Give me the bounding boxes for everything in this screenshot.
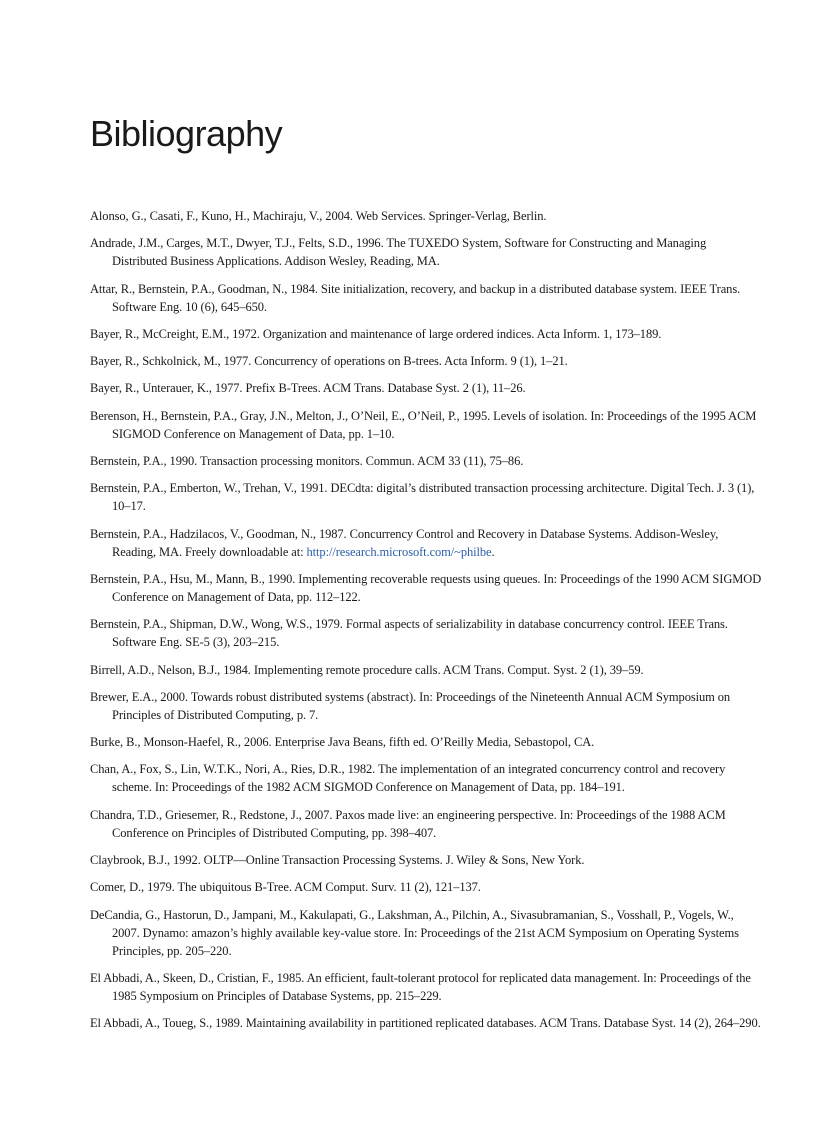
reference-entry: Claybrook, B.J., 1992. OLTP—Online Transaction Processing Systems. J. Wiley & Sons, New York. bbox=[90, 853, 585, 868]
reference-entry: El Abbadi, A., Toueg, S., 1989. Maintaining availability in partitioned replicated databases. ACM Trans. Database Syst. 14 (2), 264–290. bbox=[90, 1016, 761, 1031]
reference-entry: Attar, R., Bernstein, P.A., Goodman, N., 1984. Site initialization, recovery, and backup in a distributed database system. IEEE Trans. Software Eng. 10 (6), 645–650. bbox=[90, 281, 741, 314]
reference-entry: Alonso, G., Casati, F., Kuno, H., Machiraju, V., 2004. Web Services. Springer-Verlag, Berlin. bbox=[90, 209, 547, 223]
reference-entry: Bayer, R., McCreight, E.M., 1972. Organization and maintenance of large ordered indices. Acta Inform. 1, 173–189. bbox=[90, 326, 662, 341]
reference-entry: Bernstein, P.A., Hsu, M., Mann, B., 1990. Implementing recoverable requests using queues. In: Proceedings of the 1990 ACM SIGMOD Conference on Management of Data, pp. 112–122. bbox=[90, 571, 762, 604]
reference-link[interactable]: http://research.microsoft.com/~philbe bbox=[306, 544, 492, 559]
reference-entry: Bernstein, P.A., Emberton, W., Trehan, V., 1991. DECdta: digital’s distributed transaction processing architecture. Digital Tech. J. 3 (1), 10–17. bbox=[90, 481, 755, 514]
reference-entry: Bernstein, P.A., 1990. Transaction processing monitors. Commun. ACM 33 (11), 75–86. bbox=[90, 454, 524, 469]
reference-entry: Bayer, R., Unterauer, K., 1977. Prefix B-Trees. ACM Trans. Database Syst. 2 (1), 11–26. bbox=[90, 381, 526, 396]
reference-entry: Andrade, J.M., Carges, M.T., Dwyer, T.J., Felts, S.D., 1996. The TUXEDO System, Software for Constructing and Managing Distributed Business Applications. Addison Wesley, Reading, MA. bbox=[90, 236, 707, 269]
reference-list bbox=[90, 207, 762, 1042]
reference-entry: Brewer, E.A., 2000. Towards robust distributed systems (abstract). In: Proceedings of the Nineteenth Annual ACM Symposium on Principles of Distributed Computing, p. 7. bbox=[90, 689, 731, 722]
reference-entry: Comer, D., 1979. The ubiquitous B-Tree. ACM Comput. Surv. 11 (2), 121–137. bbox=[90, 880, 481, 895]
reference-entry bbox=[90, 525, 762, 561]
reference-entry: Chandra, T.D., Griesemer, R., Redstone, J., 2007. Paxos made live: an engineering perspective. In: Proceedings of the 1988 ACM Conference on Principles of Distributed Computing, pp. 398–407. bbox=[90, 807, 726, 840]
reference-entry: Chan, A., Fox, S., Lin, W.T.K., Nori, A., Ries, D.R., 1982. The implementation of an integrated concurrency control and recovery scheme. In: Proceedings of the 1982 ACM SIGMOD Conference on Management of Data, pp. 184–191. bbox=[90, 762, 726, 795]
reference-entry: Bernstein, P.A., Shipman, D.W., Wong, W.S., 1979. Formal aspects of serializability in database concurrency control. IEEE Trans. Software Eng. SE-5 (3), 203–215. bbox=[90, 617, 728, 650]
reference-entry: Berenson, H., Bernstein, P.A., Gray, J.N., Melton, J., O’Neil, E., O’Neil, P., 1995. Levels of isolation. In: Proceedings of the 1995 ACM SIGMOD Conference on Management of Data, pp. 1–10. bbox=[90, 408, 757, 441]
reference-entry: Birrell, A.D., Nelson, B.J., 1984. Implementing remote procedure calls. ACM Trans. Comput. Syst. 2 (1), 39–59. bbox=[90, 662, 644, 677]
reference-text-end: . bbox=[491, 544, 495, 559]
reference-entry: Bayer, R., Schkolnick, M., 1977. Concurrency of operations on B-trees. Acta Inform. 9 (1), 1–21. bbox=[90, 354, 568, 369]
reference-entry: DeCandia, G., Hastorun, D., Jampani, M., Kakulapati, G., Lakshman, A., Pilchin, A., Sivasubramanian, S., Vosshall, P., Vogels, W., 2007. Dynamo: amazon’s highly available key-value store. In: Proceedings of the 21st ACM Symposium on Operating Systems Principles, pp. 205–220. bbox=[90, 907, 739, 958]
reference-entry: El Abbadi, A., Skeen, D., Cristian, F., 1985. An efficient, fault-tolerant protocol for replicated data management. In: Proceedings of the 1985 Symposium on Principles of Database Systems, pp. 215–229. bbox=[90, 970, 751, 1003]
page-title: Bibliography bbox=[90, 113, 283, 154]
reference-entry: Burke, B., Monson-Haefel, R., 2006. Enterprise Java Beans, fifth ed. O’Reilly Media, Sebastopol, CA. bbox=[90, 735, 595, 750]
reference-text: Bernstein, P.A., Hadzilacos, V., Goodman, N., 1987. Concurrency Control and Recovery in Database Systems. Addison-Wesley, Reading, MA. Freely downloadable at: bbox=[90, 526, 719, 559]
